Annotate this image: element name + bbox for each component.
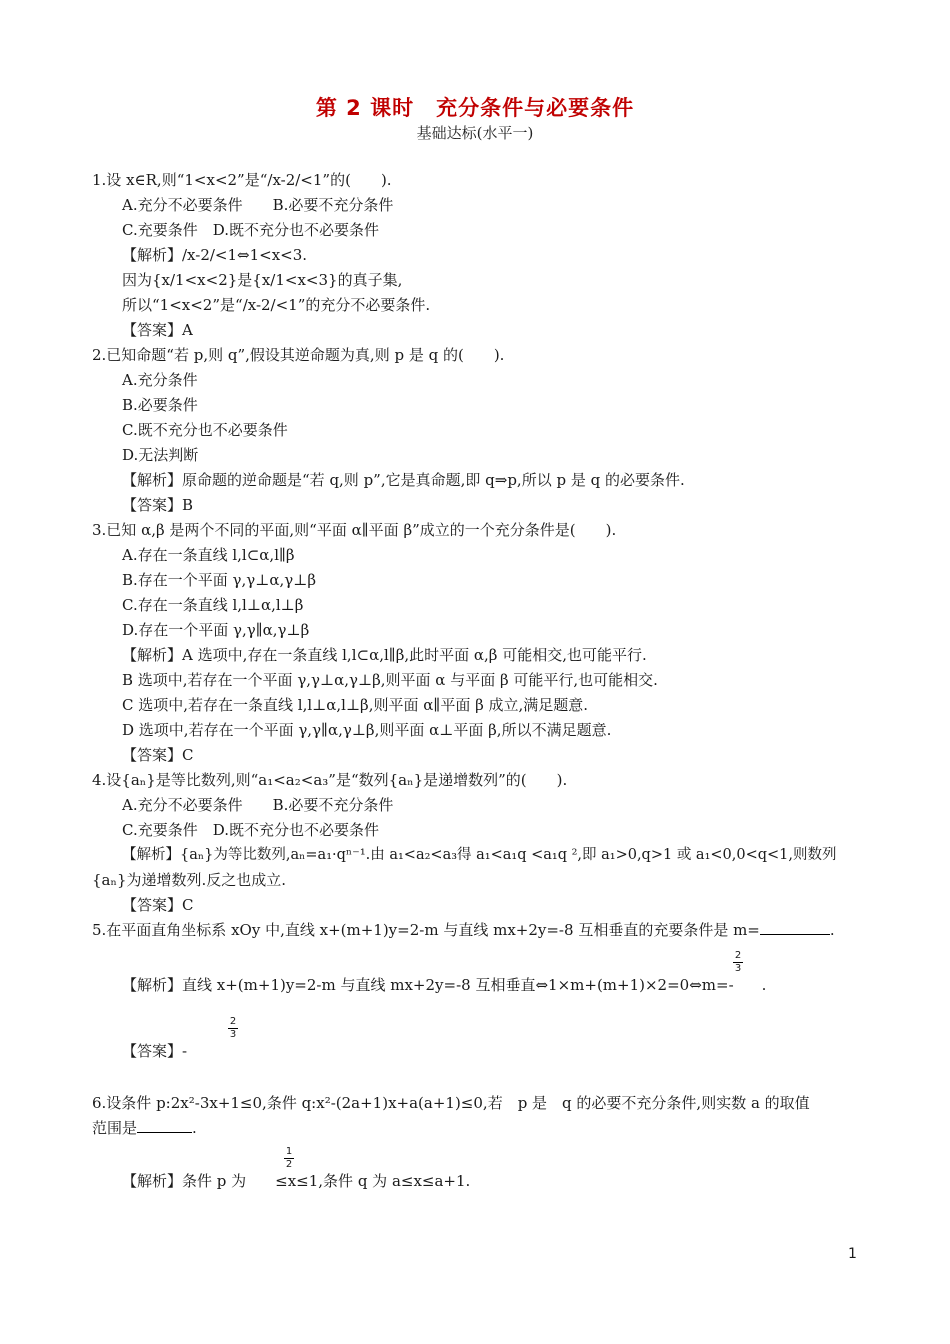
q5-answer-blank [760, 918, 830, 935]
q3-analysis-1: 【解析】A 选项中,存在一条直线 l,l⊂α,l∥β,此时平面 α,β 可能相交,也可能平行. [122, 646, 647, 664]
q3-option-b: B.存在一个平面 γ,γ⊥α,γ⊥β [122, 571, 317, 589]
q5-answer: 【答案】- [122, 1042, 188, 1060]
document-body [92, 168, 862, 1201]
q6-fraction [284, 1147, 294, 1170]
q1-analysis-1: 【解析】/x-2/<1⇔1<x<3. [122, 246, 308, 264]
q6-stem-2-text: 范围是 [92, 1119, 138, 1137]
q1-analysis-2: 因为{x/1<x<2}是{x/1<x<3}的真子集, [122, 271, 403, 289]
q6-stem-2-end: . [192, 1119, 197, 1137]
q3-analysis-4: D 选项中,若存在一个平面 γ,γ∥α,γ⊥β,则平面 α⊥平面 β,所以不满足题意. [122, 721, 612, 739]
q6-analysis-line [92, 1141, 862, 1201]
q3-option-c: C.存在一条直线 l,l⊥α,l⊥β [122, 596, 304, 614]
q5-analysis-end: . [761, 976, 767, 994]
q1-options-ab: A.充分不必要条件 B.必要不充分条件 [122, 196, 394, 214]
q5-fraction-denominator: 3 [734, 963, 742, 974]
q1-stem: 1.设 x∈R,则“1<x<2”是“/x-2/<1”的( ). [92, 171, 392, 189]
q6-stem-2 [92, 1116, 862, 1141]
q5-stem-end: . [829, 921, 835, 939]
q4-options-ab: A.充分不必要条件 B.必要不充分条件 [122, 796, 394, 814]
q5-analysis-line [92, 943, 862, 1015]
page-subtitle: 基础达标(水平一) [416, 124, 534, 142]
q3-option-a: A.存在一条直线 l,l⊂α,l∥β [122, 546, 295, 564]
q4-stem: 4.设{aₙ}是等比数列,则“a₁<a₂<a₃”是“数列{aₙ}是递增数列”的( ). [92, 771, 568, 789]
q3-analysis-3: C 选项中,若存在一条直线 l,l⊥α,l⊥β,则平面 α∥平面 β 成立,满足题意. [122, 696, 589, 714]
q5-fraction [733, 951, 743, 974]
q5-stem-text: 5.在平面直角坐标系 xOy 中,直线 x+(m+1)y=2-m 与直线 mx+2y=-8 互相垂直的充要条件是 m= [92, 921, 760, 939]
q2-analysis: 【解析】原命题的逆命题是“若 q,则 p”,它是真命题,即 q⇒p,所以 p 是 q 的必要条件. [122, 471, 685, 489]
q5-stem [92, 918, 862, 943]
q6-fraction-denominator: 2 [285, 1159, 293, 1170]
q3-analysis-2: B 选项中,若存在一个平面 γ,γ⊥α,γ⊥β,则平面 α 与平面 β 可能平行,也可能相交. [122, 671, 658, 689]
q2-option-d: D.无法判断 [122, 446, 199, 464]
q1-answer: 【答案】A [122, 321, 193, 339]
q2-stem: 2.已知命题“若 p,则 q”,假设其逆命题为真,则 p 是 q 的( ). [92, 346, 505, 364]
q2-option-c: C.既不充分也不必要条件 [122, 421, 288, 439]
q6-analysis-post: ≤x≤1,条件 q 为 a≤x≤a+1. [275, 1172, 471, 1190]
q5-answer-fraction [228, 1017, 238, 1040]
q5-answer-denominator: 3 [229, 1029, 237, 1040]
q1-options-cd: C.充要条件 D.既不充分也不必要条件 [122, 221, 379, 239]
q2-option-a: A.充分条件 [122, 371, 198, 389]
q4-options-cd: C.充要条件 D.既不充分也不必要条件 [122, 821, 379, 839]
q3-answer: 【答案】C [122, 746, 194, 764]
q5-fraction-numerator: 2 [734, 950, 742, 961]
q5-answer-line [92, 1015, 862, 1087]
q3-option-d: D.存在一个平面 γ,γ∥α,γ⊥β [122, 621, 310, 639]
q6-answer-blank [137, 1116, 192, 1133]
page-number: 1 [848, 1246, 857, 1262]
q5-answer-numerator: 2 [229, 1016, 237, 1027]
q5-analysis: 【解析】直线 x+(m+1)y=2-m 与直线 mx+2y=-8 互相垂直⇔1×m+(m+1)×2=0⇔m=- [122, 976, 734, 994]
q6-fraction-numerator: 1 [285, 1146, 293, 1157]
page-title: 第 2 课时 充分条件与必要条件 [315, 96, 635, 120]
q1-analysis-3: 所以“1<x<2”是“/x-2/<1”的充分不必要条件. [122, 296, 431, 314]
q4-analysis-1: 【解析】{aₙ}为等比数列,aₙ=a₁·qⁿ⁻¹.由 a₁<a₂<a₃得 a₁<a₁q <a₁q ²,即 a₁>0,q>1 或 a₁<0,0<q<1,则数列 [122, 847, 837, 863]
q6-stem-1: 6.设条件 p:2x²-3x+1≤0,条件 q:x²-(2a+1)x+a(a+1)≤0,若 p 是 q 的必要不充分条件,则实数 a 的取值 [92, 1094, 810, 1112]
q3-stem: 3.已知 α,β 是两个不同的平面,则“平面 α∥平面 β”成立的一个充分条件是( ). [92, 521, 617, 539]
q4-analysis-2: {aₙ}为递增数列.反之也成立. [92, 871, 287, 889]
q2-option-b: B.必要条件 [122, 396, 198, 414]
q6-analysis-pre: 【解析】条件 p 为 [122, 1172, 262, 1190]
q4-answer: 【答案】C [122, 896, 194, 914]
q2-answer: 【答案】B [122, 496, 194, 514]
